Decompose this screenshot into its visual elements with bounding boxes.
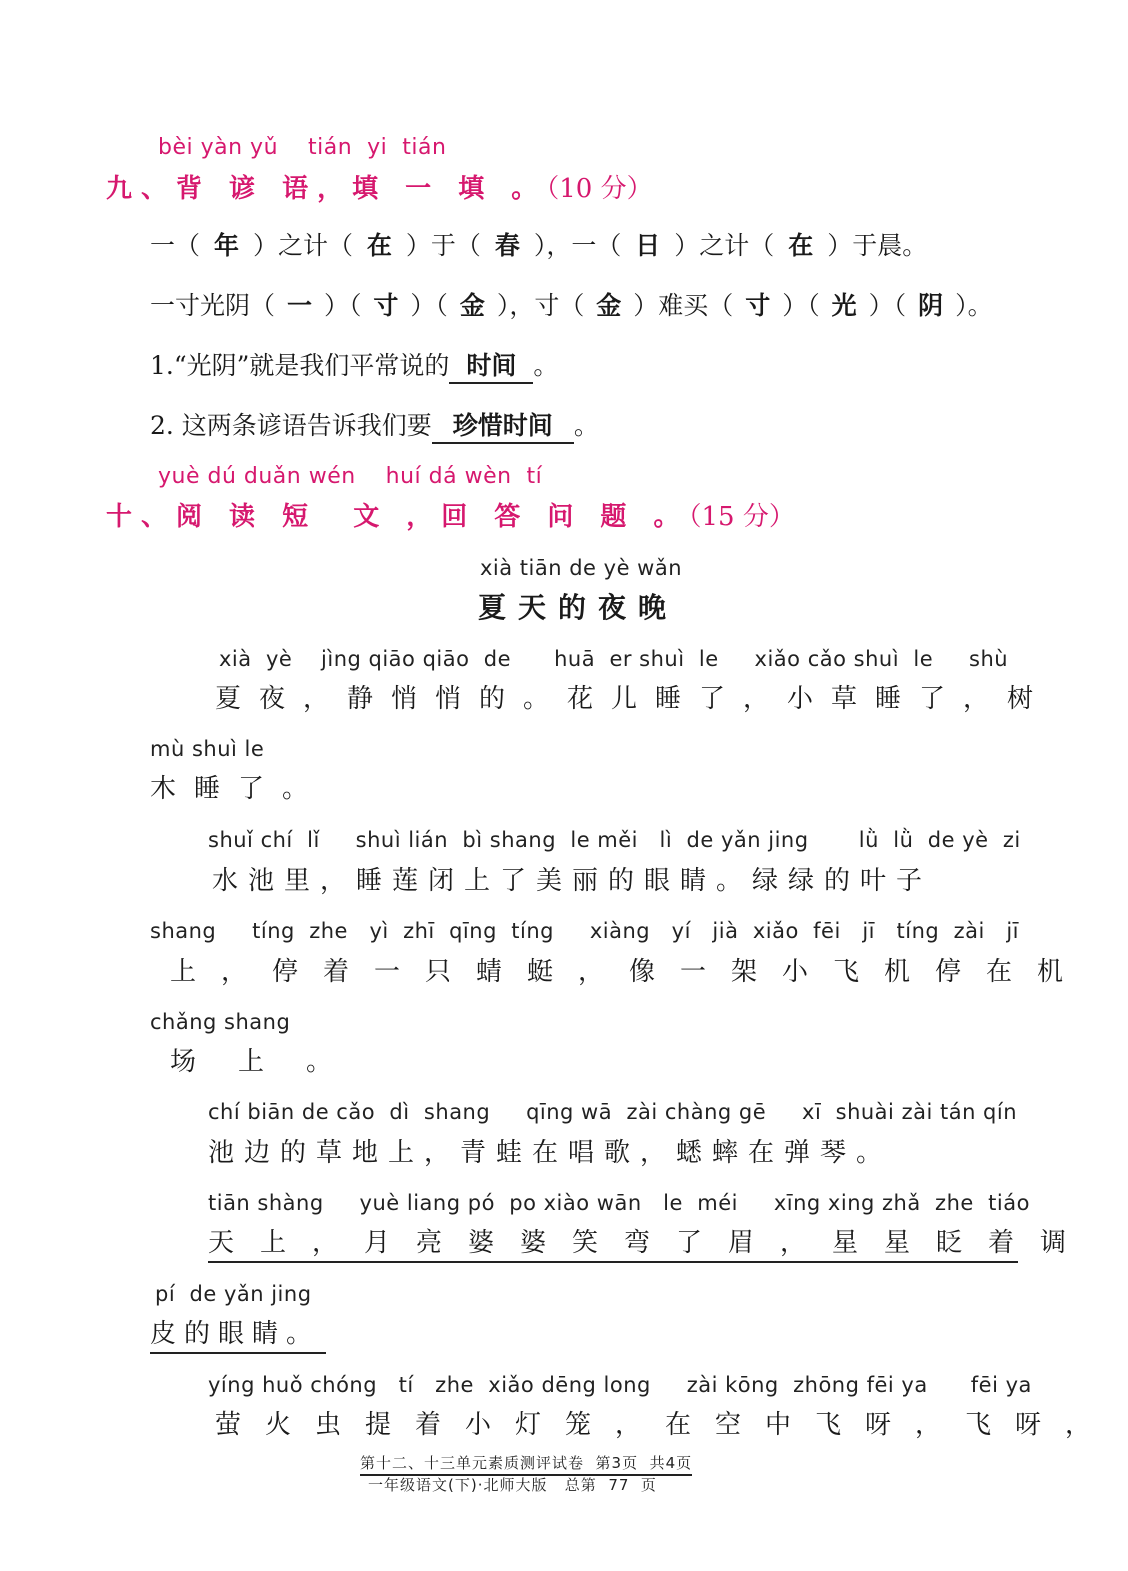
section9-heading-text: 九、背 谚 语，填 一 填 。 <box>106 174 547 204</box>
section10-heading-text: 十、阅 读 短 文 ，回 答 问 题 。 <box>106 502 689 532</box>
proverb2-text-2: ）（ <box>323 291 362 320</box>
proverb2-answer-4: 金 <box>596 291 622 320</box>
proverb1-answer-4: 日 <box>635 231 661 260</box>
proverb1-text-5: ）之计（ <box>674 231 775 260</box>
proverb2-answer-7: 阴 <box>918 291 944 320</box>
question1-suffix: 。 <box>533 351 559 380</box>
para2-pinyin: mù shuì le <box>150 737 265 761</box>
section10-score: （15 分） <box>688 502 795 532</box>
proverb2-answer-3: 金 <box>459 291 485 320</box>
section9-pinyin: bèi yàn yǔ tián yi tián <box>158 135 447 160</box>
question-2 <box>150 406 599 444</box>
proverb1-answer-5: 在 <box>788 231 814 260</box>
proverb1-answer-3: 春 <box>494 231 520 260</box>
para4-pinyin: shang tíng zhe yì zhī qīng tíng xiàng yí jià xiǎo fēi jī tíng zài jī <box>150 919 1019 943</box>
proverb2-answer-2: 寸 <box>373 291 399 320</box>
proverb2-text-7: ）（ <box>868 291 907 320</box>
para3-pinyin: shuǐ chí lǐ shuì lián bì shang le měi lì de yǎn jing lǜ lǜ de yè zi <box>208 828 1021 852</box>
para1-text: 夏夜，静悄悄的。花儿睡了，小草睡了，树 <box>215 684 1052 714</box>
proverb1-answer-2: 在 <box>366 231 392 260</box>
footer-page-total: 一年级语文(下)·北师大版 总第 77 页 <box>368 1476 657 1494</box>
section10-heading <box>106 496 795 533</box>
story-title: 夏天的夜晚 <box>478 591 679 624</box>
proverb2-text-5: ）难买（ <box>633 291 734 320</box>
proverb-line-1 <box>150 226 927 262</box>
para8-pinyin: pí de yǎn jing <box>155 1282 312 1306</box>
para3-text: 水池里，睡莲闭上了美丽的眼睛。绿绿的叶子 <box>212 866 933 896</box>
proverb1-text-3: ）于（ <box>405 231 481 260</box>
para5-text: 场上。 <box>170 1047 375 1077</box>
section10-pinyin: yuè dú duǎn wén huí dá wèn tí <box>158 464 543 489</box>
para1-pinyin: xià yè jìng qiāo qiāo de huā er shuì le xiǎo cǎo shuì le shù <box>219 647 1009 671</box>
question1-prefix: 1.“光阴”就是我们平常说的 <box>150 351 450 380</box>
proverb2-text-6: ）（ <box>782 291 820 320</box>
para4-text: 上，停着一只蜻蜓，像一架小飞机停在机 <box>170 957 1089 987</box>
para2-text: 木睡了。 <box>150 774 327 804</box>
para9-text: 萤火虫提着小灯笼，在空中飞呀，飞呀， <box>215 1410 1116 1440</box>
proverb1-text-1: 一（ <box>150 231 201 260</box>
proverb2-text-3: ）（ <box>410 291 448 320</box>
footer-exam-info: 第十二、十三单元素质测评试卷 第3页 共4页 <box>360 1452 692 1476</box>
story-title-pinyin: xià tiān de yè wǎn <box>480 556 683 580</box>
section9-score: （10 分） <box>546 174 653 204</box>
proverb2-text-8: ）。 <box>955 291 993 320</box>
proverb1-text-2: ）之计（ <box>252 231 353 260</box>
para6-text: 池边的草地上，青蛙在唱歌，蟋蟀在弹琴。 <box>208 1138 893 1168</box>
section9-heading <box>106 168 653 205</box>
para5-pinyin: chǎng shang <box>150 1010 291 1034</box>
question2-suffix: 。 <box>573 411 599 440</box>
question2-prefix: 2. 这两条谚语告诉我们要 <box>150 411 432 440</box>
question2-answer: 珍惜时间 <box>432 406 574 444</box>
para8-text-underlined: 皮的眼睛。 <box>150 1313 326 1354</box>
proverb2-answer-1: 一 <box>286 291 312 320</box>
proverb1-text-4: ），一（ <box>533 231 622 260</box>
para6-pinyin: chí biān de cǎo dì shang qīng wā zài chàng gē xī shuài zài tán qín <box>208 1100 1018 1124</box>
para7-text-underlined: 天上，月亮婆婆笑弯了眉，星星眨着调 <box>208 1222 1018 1263</box>
proverb-line-2 <box>150 286 993 322</box>
question-1 <box>150 346 558 384</box>
proverb2-answer-5: 寸 <box>745 291 771 320</box>
question1-answer: 时间 <box>449 346 533 384</box>
para9-pinyin: yíng huǒ chóng tí zhe xiǎo dēng long zài kōng zhōng fēi ya fēi ya <box>208 1373 1032 1397</box>
proverb1-text-6: ）于晨。 <box>827 231 928 260</box>
proverb1-answer-1: 年 <box>213 231 239 260</box>
proverb2-text-4: ），寸（ <box>496 291 585 320</box>
proverb2-answer-6: 光 <box>831 291 857 320</box>
para7-pinyin: tiān shàng yuè liang pó po xiào wān le méi xīng xing zhǎ zhe tiáo <box>208 1191 1030 1215</box>
proverb2-text-1: 一寸光阴（ <box>150 291 276 320</box>
